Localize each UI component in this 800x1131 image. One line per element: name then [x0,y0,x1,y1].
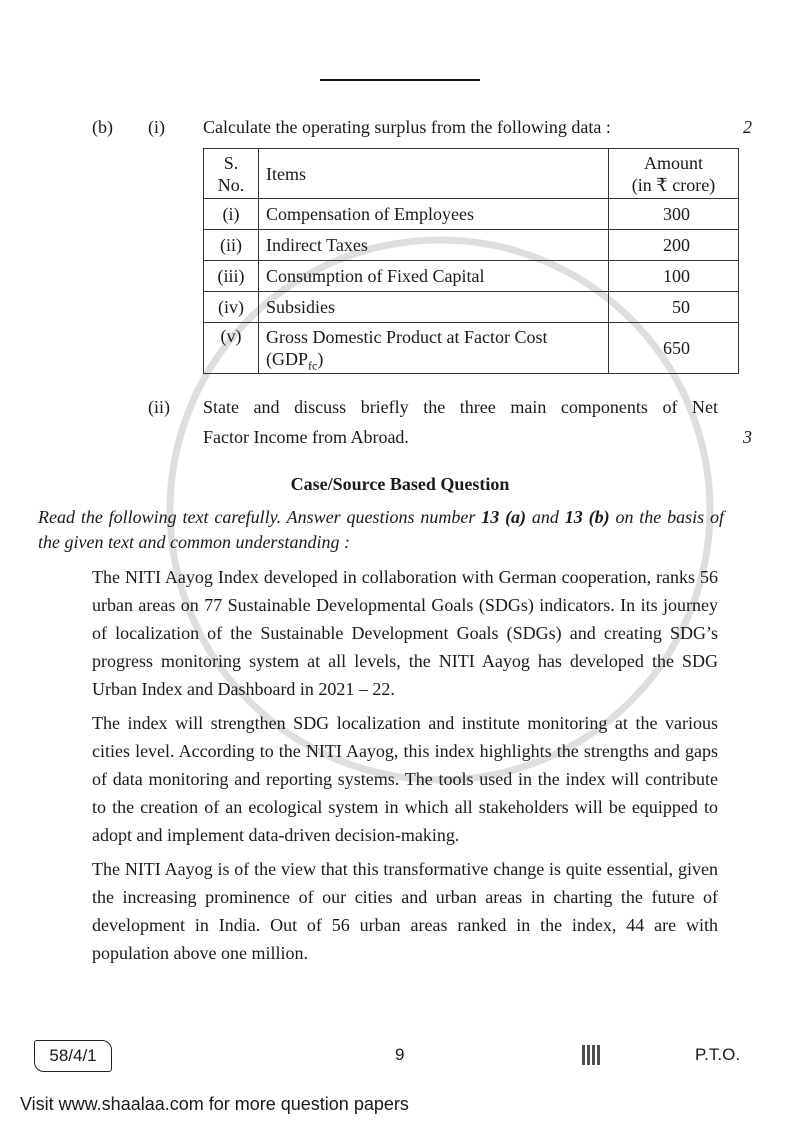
question-label-b: (b) [92,117,113,137]
intro-q13b: 13 (b) [564,507,610,527]
qr-code-icon [582,1045,602,1065]
pto-label: P.T.O. [695,1045,741,1064]
cell-amount: 50 [609,292,739,323]
table-wrapper [203,148,739,374]
paragraph: The NITI Aayog Index developed in collaboration with German cooperation, ranks 56 urban areas on 77 Sustainable Developmental Goals (SDGs) indicators. In its journey of localization of the Sustainable Development Goals (SDGs) and creating SDG’s progress monitoring system at all levels, the NITI Aayog has developed the SDG Urban Index and Dashboard in 2021 – 22. [92,567,718,699]
data-table [203,148,739,374]
question-row-ii-cont [92,422,760,452]
cell-item: Indirect Taxes [259,230,609,261]
cell-sno: (iii) [204,261,259,292]
intro-text: and [526,507,565,527]
question-text-ii-line1: State and discuss briefly the three main components of Net [203,397,718,417]
table-row [204,199,739,230]
header-sno-2: No. [217,174,245,195]
question-text-ii-line2: Factor Income from Abroad. [203,427,409,447]
cell-amount: 300 [609,199,739,230]
header-sno: S. [223,152,239,173]
cell-item: Compensation of Employees [259,199,609,230]
table-row [204,323,739,374]
paragraph: The NITI Aayog is of the view that this transformative change is quite essential, given the increasing prominence of our cities and urban areas in charting the future of development in India. Out of 56 urban areas ranked in the index, 44 are with population above one million. [92,859,718,963]
part-label-i: (i) [148,117,165,137]
intro-q13a: 13 (a) [481,507,527,527]
header-items: Items [259,149,609,199]
cell-amount: 200 [609,230,739,261]
question-row-i [92,112,760,142]
cell-item-close: ) [317,349,324,369]
cell-sno: (iv) [204,292,259,323]
cell-amount: 650 [609,323,739,374]
cell-item: Subsidies [259,292,609,323]
cell-sno: (i) [204,199,259,230]
intro-text: Read the following text carefully. Answer questions number [38,507,482,527]
cell-sno: (ii) [204,230,259,261]
marks: 2 [743,117,752,137]
instructions [38,505,724,555]
content-column [38,112,760,973]
cell-item: Consumption of Fixed Capital [259,261,609,292]
table-row [204,261,739,292]
separator-line [320,79,480,81]
page-number: 9 [395,1045,405,1064]
paper-code-badge: 58/4/1 [34,1040,112,1072]
cell-item: Gross Domestic Product at Factor Cost [266,327,548,347]
section-heading: Case/Source Based Question [290,474,510,494]
header-amount: Amount [643,152,703,173]
question-row-ii [92,392,760,422]
case-passage [92,563,718,967]
intro-text: on the basis of the given text and common understanding : [38,507,724,552]
table-row [204,292,739,323]
question-text: Calculate the operating surplus from the following data : [203,117,611,137]
cell-item-abbr: (GDP [266,349,309,369]
cell-item-subscript: fc [308,358,318,373]
visit-link[interactable]: Visit www.shaalaa.com for more question papers [20,1094,409,1114]
cell-sno: (v) [204,323,259,374]
header-amount-unit: (in ₹ crore) [631,174,716,195]
marks: 3 [743,427,752,447]
cell-amount: 100 [609,261,739,292]
part-label-ii: (ii) [148,397,170,417]
paragraph: The index will strengthen SDG localization and institute monitoring at the various cities level. According to the NITI Aayog, this index highlights the strengths and gaps of data monitoring and reporting systems. The tools used in the index will contribute to the creation of an ecological system in which all stakeholders will be equipped to adopt and implement data-driven decision-making. [92,713,718,845]
table-header-row [204,149,739,199]
table-row [204,230,739,261]
